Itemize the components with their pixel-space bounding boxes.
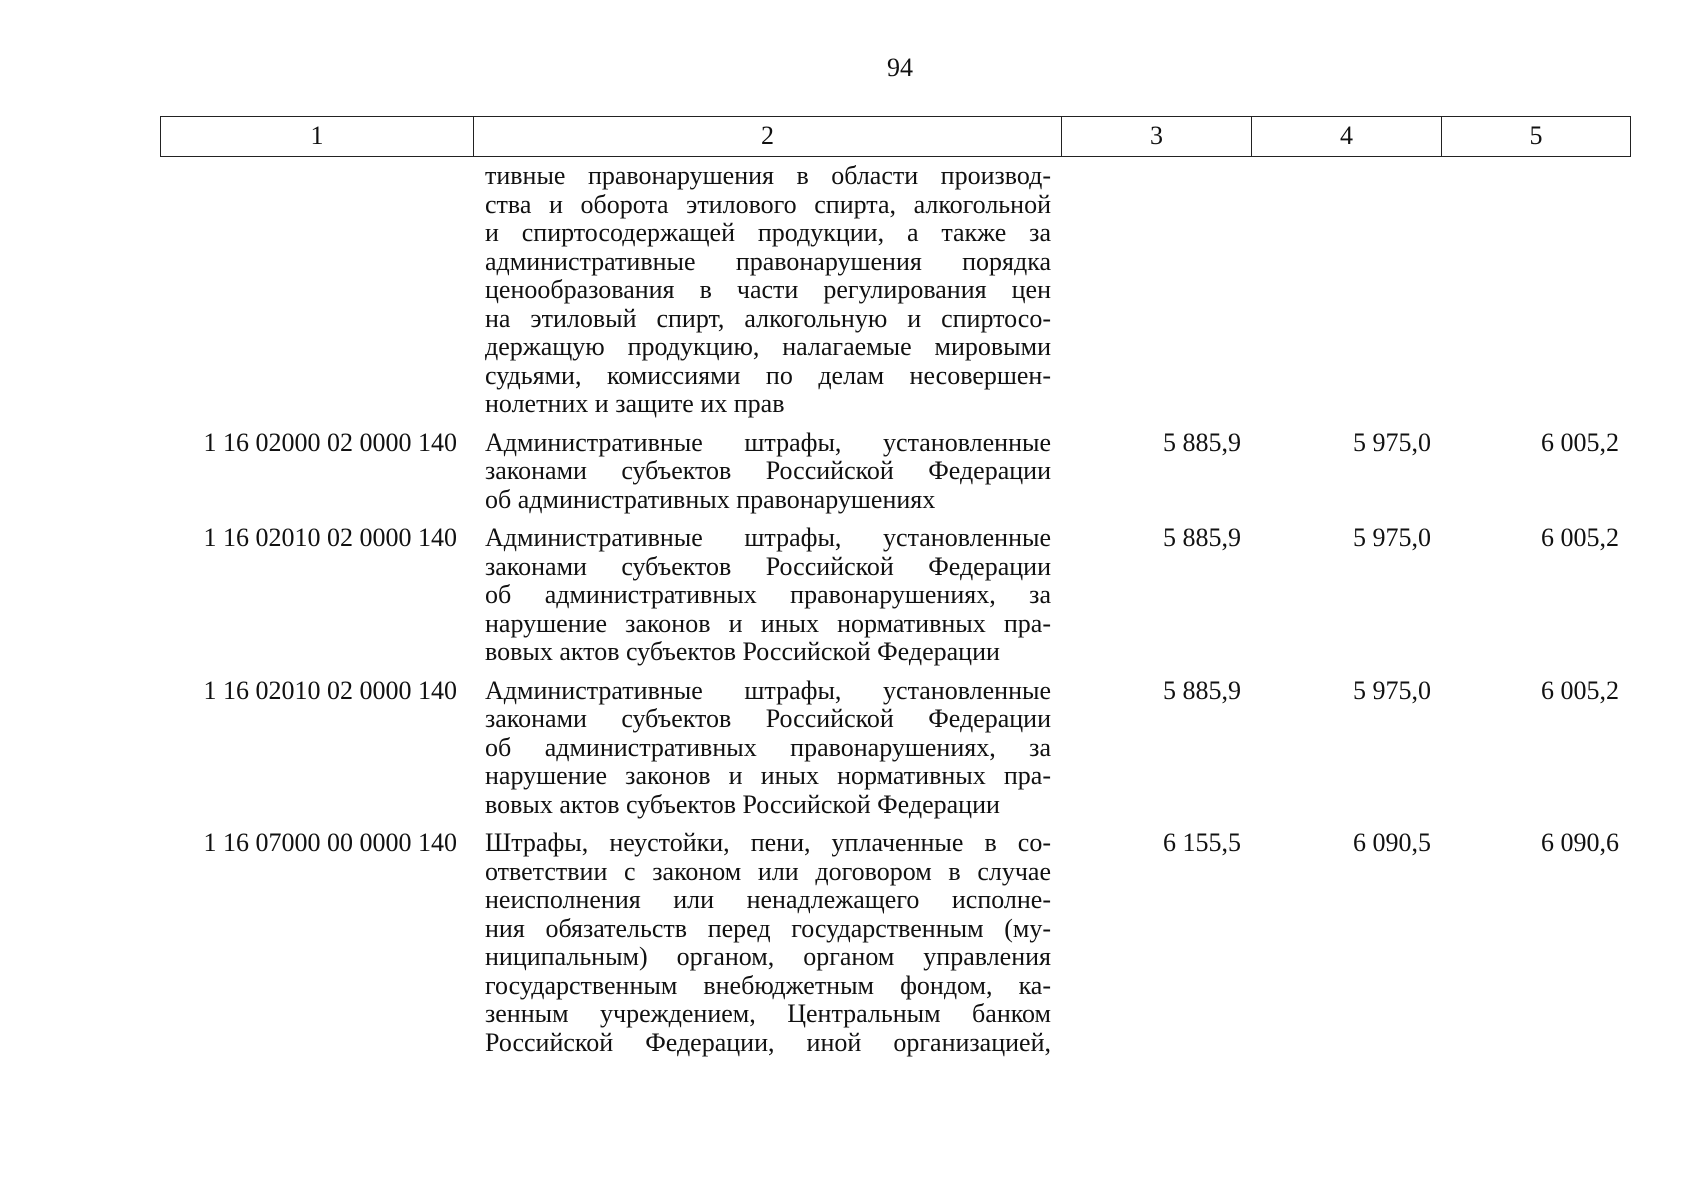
description-line: ния обязательств перед государственным (му-	[485, 913, 1051, 943]
value-col-4: 5 975,0	[1353, 427, 1431, 457]
budget-code	[160, 162, 473, 419]
value-col-5: 6 005,2	[1541, 523, 1619, 552]
description-line: ства и оборота этилового спирта, алкогольной	[485, 189, 1051, 219]
row-description	[473, 429, 1061, 515]
value-col-4: 5 975,0	[1353, 675, 1431, 705]
value-col-4: 5 975,0	[1353, 523, 1431, 552]
column-header-5: 5	[1529, 121, 1543, 150]
description-line: Российской Федерации, иной организацией,	[485, 1027, 1051, 1057]
value-col-4	[1251, 162, 1441, 419]
column-header-3: 3	[1062, 117, 1252, 156]
description-line: нарушение законов и иных нормативных пра-	[485, 608, 1051, 638]
description-line: неисполнения или ненадлежащего исполне-	[485, 885, 1051, 914]
description-line: ценообразования в части регулирования цен	[485, 275, 1051, 304]
description-line: Административные штрафы, установленные	[485, 427, 1051, 457]
description-line: Административные штрафы, установленные	[485, 675, 1051, 705]
page-number: 94	[887, 53, 913, 82]
description-line: на этиловый спирт, алкогольную и спиртосо-	[485, 303, 1051, 333]
table-row	[160, 677, 1631, 820]
budget-code: 1 16 02010 02 0000 140	[203, 675, 457, 705]
value-col-3: 5 885,9	[1163, 427, 1241, 457]
table-row	[160, 829, 1631, 1057]
value-col-4: 6 090,5	[1353, 828, 1431, 857]
value-col-5: 6 090,6	[1541, 828, 1619, 857]
value-col-3	[1061, 162, 1251, 419]
description-line: вовых актов субъектов Российской Федерации	[485, 789, 1000, 819]
value-col-5	[1441, 162, 1629, 419]
row-description	[473, 677, 1061, 820]
description-line: судьями, комиссиями по делам несовершен-	[485, 360, 1051, 390]
budget-code: 1 16 02010 02 0000 140	[203, 523, 457, 552]
table-row	[160, 429, 1631, 515]
table-body	[160, 162, 1631, 1067]
description-line: Штрафы, неустойки, пени, уплаченные в со-	[485, 828, 1051, 857]
description-line: законами субъектов Российской Федерации	[485, 456, 1051, 485]
value-col-5: 6 005,2	[1541, 427, 1619, 457]
description-line: тивные правонарушения в области производ-	[485, 161, 1051, 190]
budget-code: 1 16 02000 02 0000 140	[203, 427, 457, 457]
column-header-4: 4	[1252, 117, 1442, 156]
row-description	[473, 524, 1061, 667]
value-col-3: 5 885,9	[1163, 675, 1241, 705]
description-line: об административных правонарушениях, за	[485, 732, 1051, 762]
description-line: и спиртосодержащей продукции, а также за	[485, 218, 1051, 247]
description-line: Административные штрафы, установленные	[485, 523, 1051, 552]
value-col-3: 6 155,5	[1163, 828, 1241, 857]
description-line: законами субъектов Российской Федерации	[485, 551, 1051, 581]
table-row	[160, 524, 1631, 667]
column-header-1: 1	[161, 117, 474, 156]
description-line: об административных правонарушениях	[485, 484, 936, 514]
value-col-3: 5 885,9	[1163, 523, 1241, 552]
description-line: держащую продукцию, налагаемые мировыми	[485, 332, 1051, 361]
description-line: государственным внебюджетным фондом, ка-	[485, 970, 1051, 1000]
description-line: вовых актов субъектов Российской Федерации	[485, 637, 1000, 666]
description-line: нолетних и защите их прав	[485, 389, 785, 418]
description-line: административные правонарушения порядка	[485, 246, 1051, 276]
budget-code: 1 16 07000 00 0000 140	[203, 828, 457, 857]
description-line: зенным учреждением, Центральным банком	[485, 999, 1051, 1028]
column-header-2: 2	[474, 117, 1062, 156]
description-line: об административных правонарушениях, за	[485, 580, 1051, 609]
description-line: ниципальным) органом, органом управления	[485, 942, 1051, 971]
description-line: нарушение законов и иных нормативных пра-	[485, 761, 1051, 790]
description-line: ответствии с законом или договором в случае	[485, 856, 1051, 886]
value-col-5: 6 005,2	[1541, 675, 1619, 705]
row-description	[473, 162, 1061, 419]
description-line: законами субъектов Российской Федерации	[485, 704, 1051, 733]
row-description	[473, 829, 1061, 1057]
table-header-row	[160, 116, 1631, 157]
table-row	[160, 162, 1631, 419]
